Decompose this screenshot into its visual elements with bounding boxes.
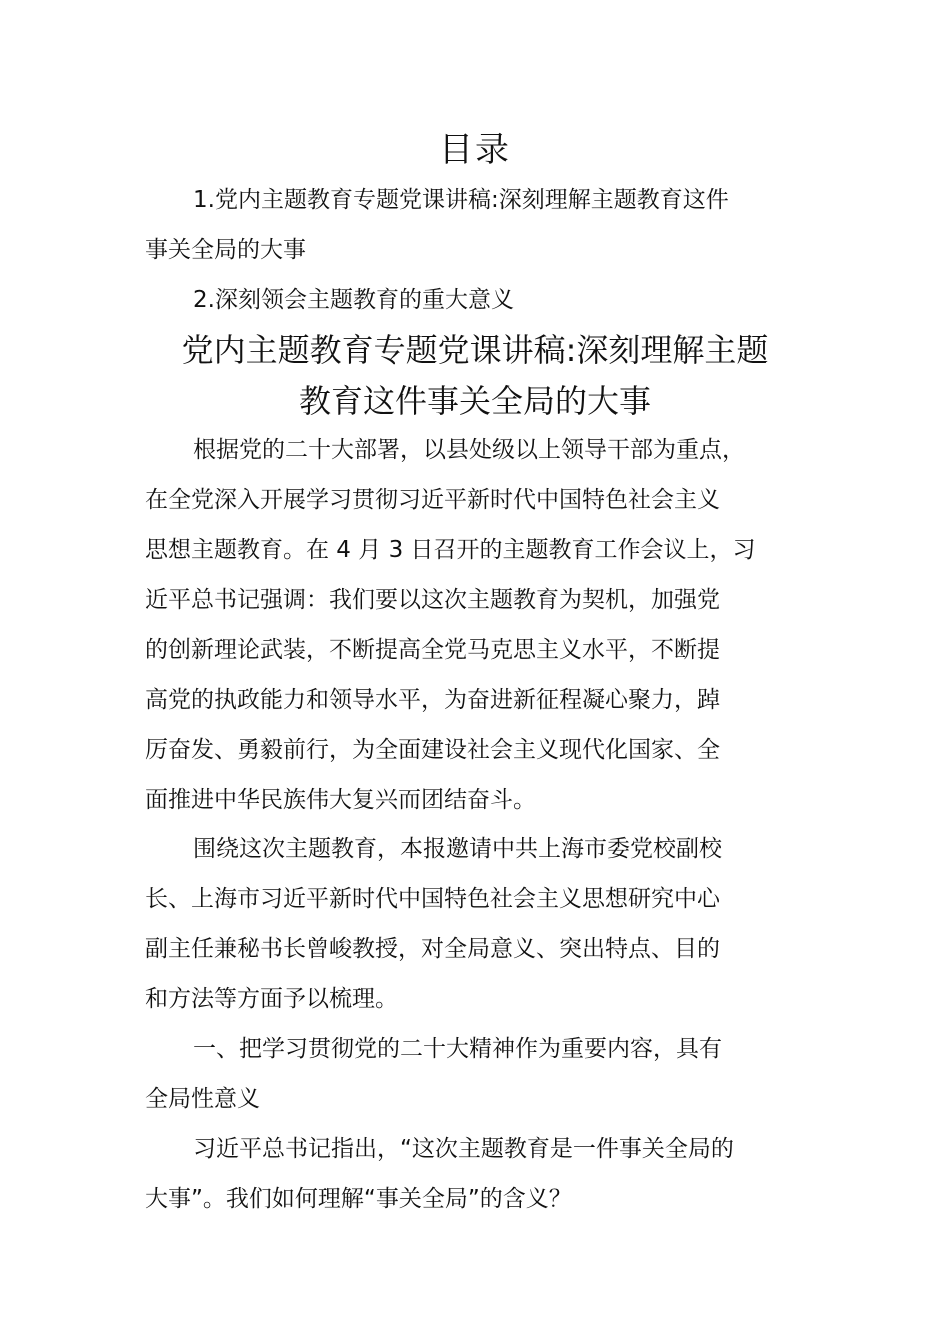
paragraph-2-line: 围绕这次主题教育，本报邀请中共上海市委党校副校 (193, 836, 722, 862)
paragraph-1-line: 在全党深入开展学习贯彻习近平新时代中国特色社会主义 (145, 487, 720, 513)
toc-title: 目录 (439, 130, 511, 170)
paragraph-1-line: 思想主题教育。在 4 月 3 日召开的主题教育工作会议上，习 (145, 537, 756, 563)
paragraph-1-line: 根据党的二十大部署，以县处级以上领导干部为重点， (193, 437, 745, 463)
paragraph-1-line: 的创新理论武装，不断提高全党马克思主义水平，不断提 (145, 637, 720, 663)
section-heading-line: 一、把学习贯彻党的二十大精神作为重要内容，具有 (193, 1036, 722, 1062)
paragraph-1-line: 近平总书记强调：我们要以这次主题教育为契机，加强党 (145, 587, 720, 613)
paragraph-2-line: 和方法等方面予以梳理。 (145, 986, 398, 1012)
paragraph-3-line: 大事”。我们如何理解“事关全局”的含义？ (145, 1186, 572, 1212)
paragraph-2-line: 副主任兼秘书长曾峻教授，对全局意义、突出特点、目的 (145, 936, 720, 962)
toc-item-1-line-2: 事关全局的大事 (145, 237, 306, 263)
paragraph-3-line: 习近平总书记指出，“这次主题教育是一件事关全局的 (193, 1136, 734, 1162)
toc-item-1-line-1: 1.党内主题教育专题党课讲稿:深刻理解主题教育这件 (193, 187, 729, 213)
paragraph-1-line: 面推进中华民族伟大复兴而团结奋斗。 (145, 787, 536, 813)
paragraph-2-line: 长、上海市习近平新时代中国特色社会主义思想研究中心 (145, 886, 720, 912)
article-title-line-1: 党内主题教育专题党课讲稿:深刻理解主题 (181, 331, 769, 369)
paragraph-1-line: 厉奋发、勇毅前行，为全面建设社会主义现代化国家、全 (145, 737, 720, 763)
article-title-line-2: 教育这件事关全局的大事 (298, 382, 651, 420)
section-heading-line: 全局性意义 (145, 1086, 260, 1112)
paragraph-1-line: 高党的执政能力和领导水平，为奋进新征程凝心聚力，踔 (145, 687, 720, 713)
toc-item-2: 2.深刻领会主题教育的重大意义 (193, 287, 514, 313)
